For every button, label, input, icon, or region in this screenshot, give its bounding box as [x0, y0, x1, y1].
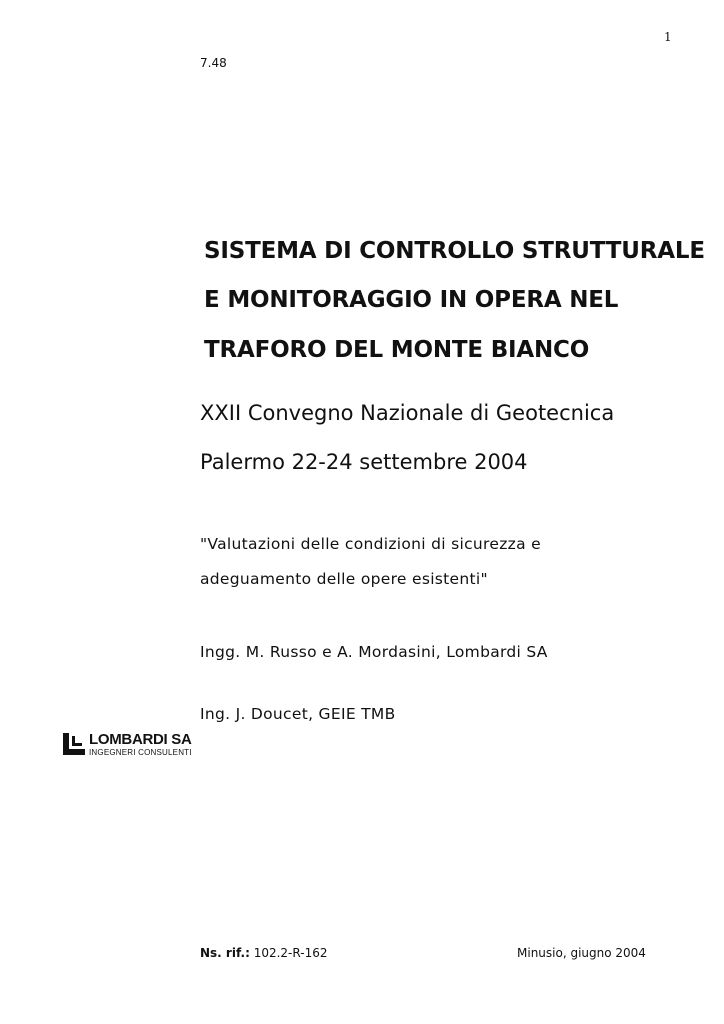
page-number: 1: [664, 30, 672, 44]
reference-label: Ns. rif.:: [200, 946, 250, 960]
reference-number: [200, 946, 327, 960]
lombardi-logo-mark-icon: [63, 733, 85, 755]
session-title-line: "Valutazioni delle condizioni di sicurezza e: [200, 535, 541, 553]
place-date: Minusio, giugno 2004: [517, 946, 646, 960]
title-line: SISTEMA DI CONTROLLO STRUTTURALE: [204, 238, 705, 264]
lombardi-logo: [63, 733, 203, 761]
author-line: Ing. J. Doucet, GEIE TMB: [200, 705, 396, 723]
logo-company-name: LOMBARDI SA: [89, 731, 192, 748]
conference-place-date: Palermo 22-24 settembre 2004: [200, 450, 528, 474]
author-line: Ingg. M. Russo e A. Mordasini, Lombardi SA: [200, 643, 548, 661]
conference-name: XXII Convegno Nazionale di Geotecnica: [200, 401, 615, 425]
document-code: 7.48: [200, 56, 227, 70]
title-line: TRAFORO DEL MONTE BIANCO: [204, 337, 590, 363]
logo-tagline: INGEGNERI CONSULENTI: [89, 748, 192, 757]
title-line: E MONITORAGGIO IN OPERA NEL: [204, 287, 619, 313]
session-title-line: adeguamento delle opere esistenti": [200, 570, 488, 588]
reference-value: 102.2-R-162: [253, 946, 328, 960]
